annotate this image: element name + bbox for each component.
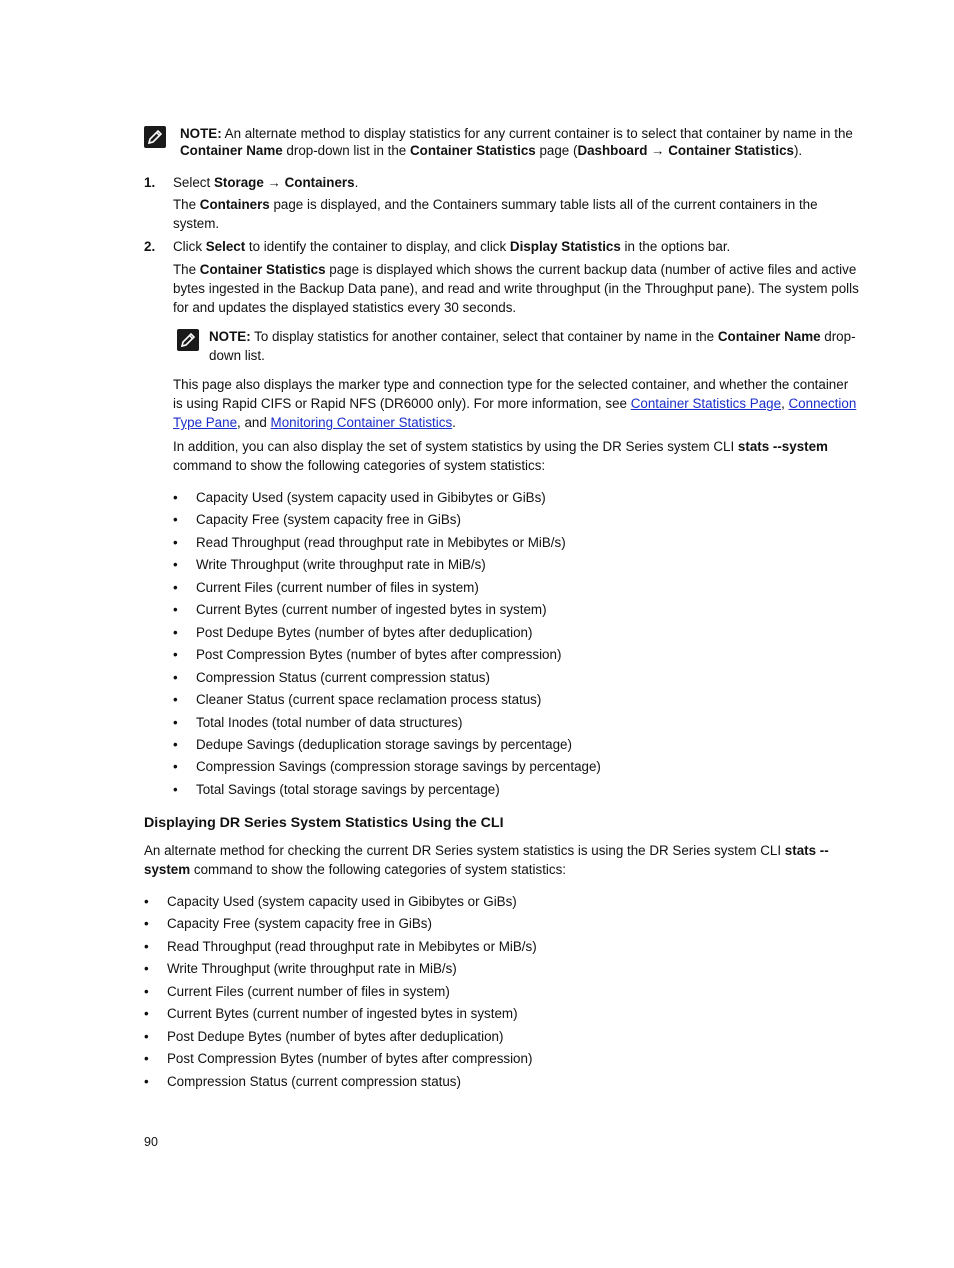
bullet-icon: •: [173, 692, 178, 708]
bullet-icon: •: [173, 781, 178, 797]
list-item: Write Throughput (write throughput rate in MiB/s): [167, 961, 457, 977]
note-pencil-icon: [177, 329, 199, 351]
section-heading: Displaying DR Series System Statistics Using the CLI: [144, 815, 504, 831]
marker-para-line1: This page also displays the marker type and connection type for the selected container, and whether the container: [173, 377, 849, 392]
step2-para-line2: bytes ingested in the Backup Data pane), and read and write throughput (in the Throughput pane). The system polls: [173, 281, 859, 296]
step1-number: 1.: [144, 175, 156, 190]
list-item: Current Bytes (current number of ingested bytes in system): [167, 1006, 518, 1022]
list-item: Current Bytes (current number of ingested bytes in system): [196, 602, 547, 618]
step2-text: Click Select to identify the container to display, and click Display Statistics in the options bar.: [173, 239, 731, 254]
bullet-icon: •: [173, 624, 178, 640]
list-item: Capacity Used (system capacity used in Gibibytes or GiBs): [167, 894, 517, 909]
marker-para-line2: is using Rapid CIFS or Rapid NFS (DR6000 only). For more information, see Container Statistics Page, Connection: [173, 396, 857, 411]
step1-desc-line2: system.: [173, 216, 220, 231]
bullet-icon: •: [173, 647, 178, 663]
step2-para-line1: The Container Statistics page is displayed which shows the current backup data (number of active files and active: [173, 262, 857, 277]
list-item: Compression Status (current compression status): [167, 1073, 461, 1089]
bullet-icon: •: [173, 579, 178, 595]
list-item: Read Throughput (read throughput rate in Mebibytes or MiB/s): [167, 938, 537, 954]
step1-desc-line1: The Containers page is displayed, and the Containers summary table lists all of the current containers in the: [173, 197, 818, 212]
list-item: Total Savings (total storage savings by percentage): [196, 781, 500, 797]
note-label: NOTE:: [209, 329, 251, 344]
bullet-icon: •: [173, 512, 178, 528]
link-connection-type-pane[interactable]: Connection: [788, 396, 857, 411]
list-item: Post Compression Bytes (number of bytes after compression): [167, 1051, 533, 1067]
step1-text: Select Storage → Containers.: [173, 175, 359, 190]
list-item: Post Dedupe Bytes (number of bytes after deduplication): [196, 624, 533, 640]
bullet-icon: •: [144, 1006, 149, 1022]
step2-para-line3: for and updates the displayed statistics every 30 seconds.: [173, 300, 517, 315]
bullet-icon: •: [144, 938, 149, 954]
list-item: Read Throughput (read throughput rate in Mebibytes or MiB/s): [196, 534, 566, 550]
step2-number: 2.: [144, 239, 156, 254]
bullet-icon: •: [173, 534, 178, 550]
bullet-icon: •: [173, 490, 178, 505]
bullet-icon: •: [144, 1051, 149, 1067]
link-connection-type-pane-cont[interactable]: Type Pane: [173, 415, 238, 430]
section-para-line2: system command to show the following categories of system statistics:: [144, 862, 566, 877]
list-item: Total Inodes (total number of data structures): [196, 714, 463, 730]
list-item: Current Files (current number of files in system): [167, 983, 450, 999]
bullet-icon: •: [173, 602, 178, 618]
section-para-line1: An alternate method for checking the current DR Series system statistics is using the DR Series system CLI stats --: [144, 843, 829, 858]
list-item: Cleaner Status (current space reclamation process status): [196, 692, 542, 708]
page-number: 90: [144, 1135, 158, 1149]
link-container-statistics-page[interactable]: Container Statistics Page: [630, 396, 782, 411]
bullet-icon: •: [173, 669, 178, 685]
note2-line2: down list.: [209, 348, 265, 363]
note1-line2: Container Name drop-down list in the Container Statistics page (Dashboard → Container Statistics).: [180, 143, 803, 158]
list-item: Compression Savings (compression storage savings by percentage): [196, 759, 601, 775]
bullet-icon: •: [144, 1028, 149, 1044]
note-pencil-icon: [144, 126, 166, 148]
list-item: Post Compression Bytes (number of bytes after compression): [196, 647, 562, 663]
list-item: Current Files (current number of files in system): [196, 579, 479, 595]
bullet-icon: •: [144, 916, 149, 932]
bullet-icon: •: [173, 736, 178, 752]
list-item: Write Throughput (write throughput rate in MiB/s): [196, 557, 486, 573]
list-item: Dedupe Savings (deduplication storage savings by percentage): [196, 736, 572, 752]
marker-para-line3: Type Pane, and Monitoring Container Statistics.: [173, 415, 456, 430]
list-item: Capacity Free (system capacity free in GiBs): [167, 916, 432, 932]
note2-line1: NOTE: To display statistics for another container, select that container by name in the Container Name drop-: [209, 329, 856, 344]
list-item: Post Dedupe Bytes (number of bytes after deduplication): [167, 1028, 504, 1044]
list-item: Capacity Free (system capacity free in GiBs): [196, 512, 461, 528]
note-label: NOTE:: [180, 126, 222, 141]
list-item: Compression Status (current compression status): [196, 669, 490, 685]
bullet-icon: •: [144, 983, 149, 999]
link-monitoring-container-statistics[interactable]: Monitoring Container Statistics: [270, 415, 453, 430]
bullet-icon: •: [144, 1073, 149, 1089]
list-item: Capacity Used (system capacity used in Gibibytes or GiBs): [196, 490, 546, 505]
bullet-icon: •: [173, 759, 178, 775]
note1-line1: NOTE: An alternate method to display statistics for any current container is to select that container by name in the: [180, 126, 853, 141]
bullet-icon: •: [144, 894, 149, 909]
cli-para-line1: In addition, you can also display the set of system statistics by using the DR Series system CLI stats --system: [173, 439, 828, 454]
bullet-icon: •: [173, 557, 178, 573]
bullet-icon: •: [173, 714, 178, 730]
cli-para-line2: command to show the following categories of system statistics:: [173, 458, 546, 473]
bullet-icon: •: [144, 961, 149, 977]
